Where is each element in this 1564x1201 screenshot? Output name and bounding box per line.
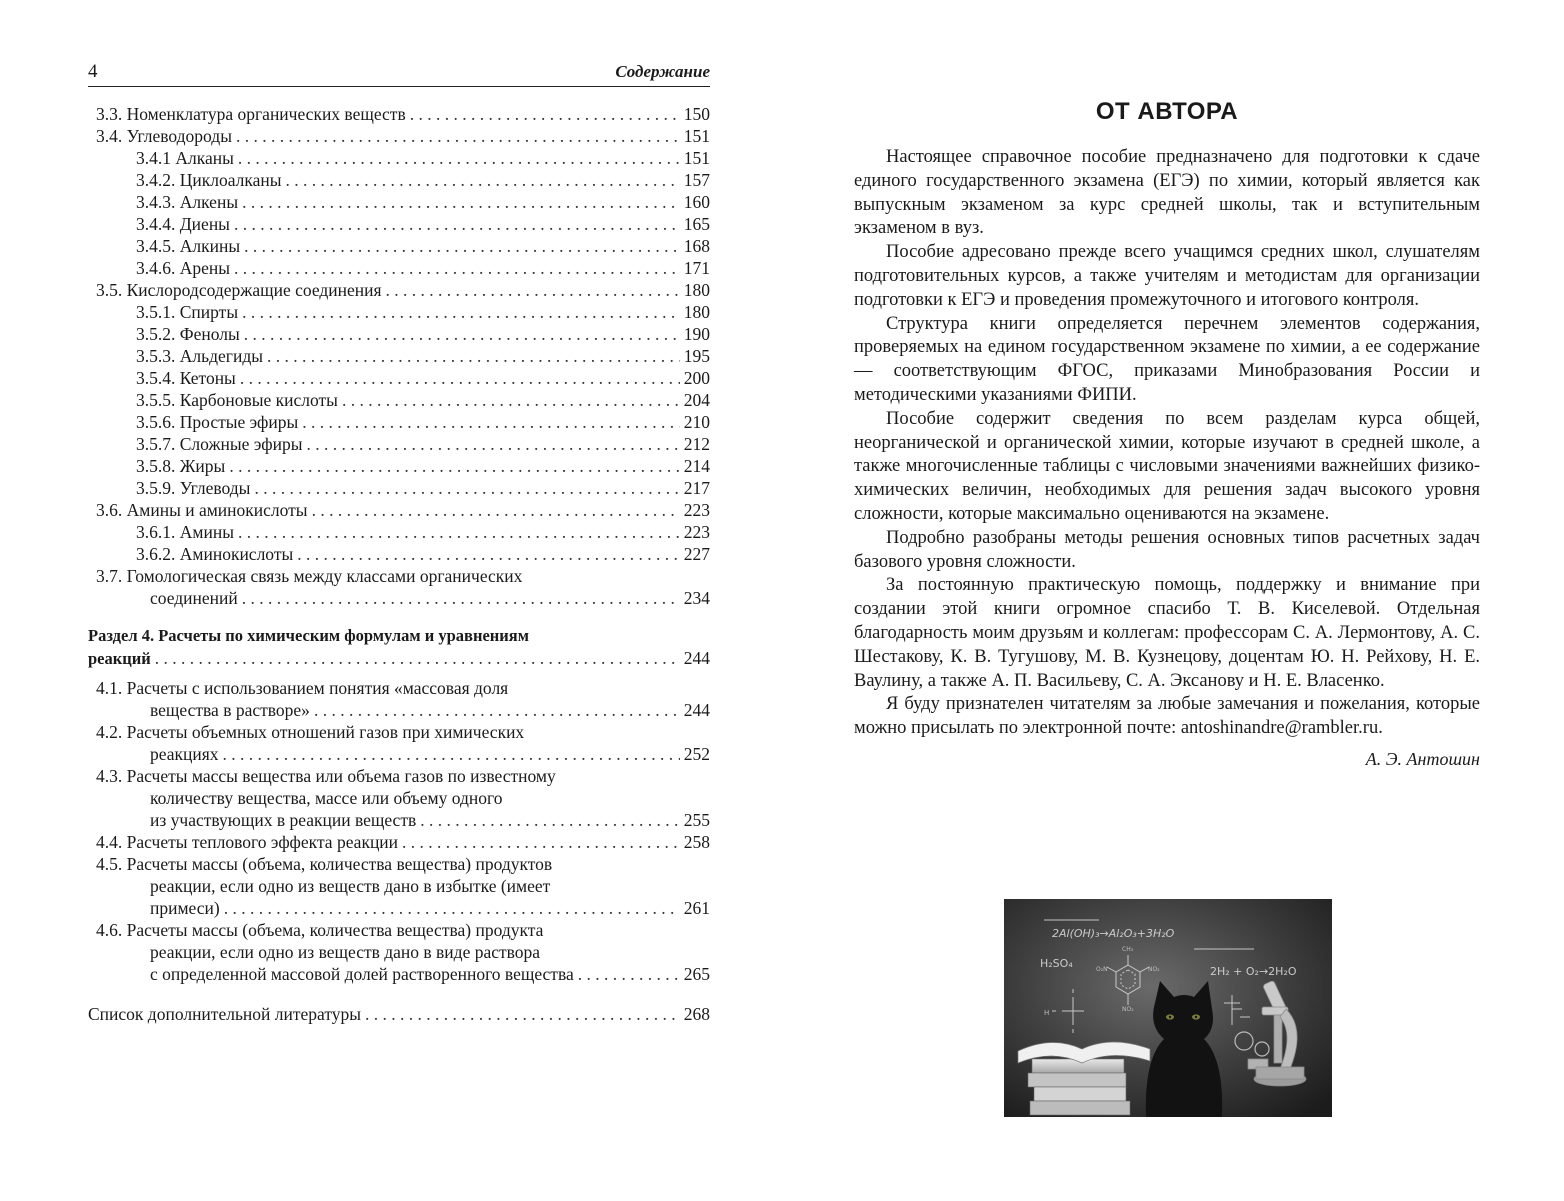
- toc-entry[interactable]: [88, 125, 710, 147]
- toc-entry-label: 3.3. Номенклатура органических веществ: [96, 104, 406, 124]
- toc-entry[interactable]: [88, 301, 710, 323]
- toc-entry-bibliography[interactable]: Список дополнительной литературы . . . 268: [88, 1003, 710, 1025]
- leader-dots: [312, 499, 680, 521]
- toc-entry-page: 157: [683, 170, 710, 190]
- toc-entry-label: 3.5.1. Спирты: [136, 302, 239, 322]
- chalk-formula-top: 2Al(OH)₃→Al₂O₃+3H₂O: [1052, 927, 1175, 940]
- leader-dots: [234, 213, 680, 235]
- toc-entry[interactable]: [88, 213, 710, 235]
- toc-entry[interactable]: [88, 279, 710, 301]
- toc-entry-label: 3.4.2. Циклоалканы: [136, 170, 282, 190]
- toc-entry[interactable]: [88, 345, 710, 367]
- toc-entry-4-2-line1[interactable]: 4.2. Расчеты объемных отношений газов при химических: [96, 722, 525, 742]
- toc-entry[interactable]: [88, 367, 710, 389]
- toc-entry-page: 160: [683, 192, 710, 212]
- toc-entry-4-1[interactable]: вещества в растворе» . . . 244: [88, 699, 710, 721]
- preface-paragraph: Подробно разобраны методы решения основных типов расчетных задач базового уровня сложности.: [854, 527, 1480, 572]
- leader-dots: [410, 103, 680, 125]
- preface-paragraph: Я буду признателен читателям за любые замечания и пожелания, которые можно присылать по электронной почте: antoshinandre@rambler.ru.: [854, 694, 1480, 739]
- toc-entry-page: 171: [683, 258, 710, 278]
- toc-entry-4-6-line2[interactable]: реакции, если одно из веществ дано в виде раствора: [150, 942, 541, 962]
- preface-paragraph: Пособие содержит сведения по всем разделам курса общей, неорганической и органической химии, которые изучают в средней школе, а также многочисленные таблицы с числовыми значениями важнейших физико-химических величин, необходимых для решения задач высокого уровня сложности, которые максимально оцениваются на экзамене.: [854, 408, 1480, 524]
- toc-entry-4-5-line2[interactable]: реакции, если одно из веществ дано в избытке (имеет: [150, 876, 551, 896]
- toc-entry[interactable]: [88, 257, 710, 279]
- leader-dots: [402, 831, 680, 853]
- toc-entry[interactable]: [88, 147, 710, 169]
- right-page: [854, 98, 1480, 770]
- toc-entry-label: 3.4. Углеводороды: [96, 126, 232, 146]
- toc-entry-page: 151: [683, 126, 710, 146]
- toc-entry-page: 190: [683, 324, 710, 344]
- toc-entry-label: 3.5.5. Карбоновые кислоты: [136, 390, 338, 410]
- leader-dots: [240, 367, 680, 389]
- toc-entry[interactable]: [88, 411, 710, 433]
- preface-paragraph: Настоящее справочное пособие предназначено для подготовки к сдаче единого государственного экзамена (ЕГЭ) по химии, который является как выпускным экзаменом за курс средней школы, так и вступительным экзаменом в вуз.: [854, 147, 1480, 239]
- leader-dots: [302, 411, 679, 433]
- leader-dots: [386, 279, 680, 301]
- preface-paragraph: Структура книги определяется перечнем элементов содержания, проверяемых на едином государственном экзамене по химии, а ее содержание — соответствующим ФГОС, приказами Минобразования России и методическими указаниями ФИПИ.: [854, 313, 1480, 405]
- toc-entry-label: 3.5.9. Углеводы: [136, 478, 251, 498]
- toc-entry-page: 195: [683, 346, 710, 366]
- black-cat: [1146, 981, 1222, 1117]
- toc-entry-page: 180: [683, 302, 710, 322]
- toc-entry-page: 180: [683, 280, 710, 300]
- toc-entry-label: 3.5.4. Кетоны: [136, 368, 236, 388]
- author-signature: А. Э. Антошин: [1365, 748, 1480, 769]
- toc-entry-label: 3.4.4. Диены: [136, 214, 230, 234]
- page-number: 4: [88, 61, 98, 82]
- toc-entry-page: 217: [683, 478, 710, 498]
- toc-entry-page: 150: [683, 104, 710, 124]
- toc-entry-4-6[interactable]: с определенной массовой долей растворенного вещества . . . 265: [88, 963, 710, 985]
- leader-dots: [224, 897, 680, 919]
- toc-entry[interactable]: [88, 103, 710, 125]
- chalk-label-ch3: CH₃: [1122, 946, 1134, 953]
- toc-entry-page: 210: [683, 412, 710, 432]
- leader-dots: [236, 125, 680, 147]
- leader-dots: [229, 455, 679, 477]
- leader-dots: [242, 191, 680, 213]
- toc-entry-label: 3.5.2. Фенолы: [136, 324, 240, 344]
- leader-dots: [420, 809, 680, 831]
- toc-entry-page: 168: [683, 236, 710, 256]
- toc-entry-page: 151: [683, 148, 710, 168]
- leader-dots: [155, 647, 680, 669]
- toc-entry-label: 3.6. Амины и аминокислоты: [96, 500, 308, 520]
- toc-entry[interactable]: [88, 323, 710, 345]
- toc-entry-3-7[interactable]: соединений . . . 234: [88, 587, 710, 609]
- leader-dots: [223, 743, 680, 765]
- toc-entry[interactable]: [88, 389, 710, 411]
- leader-dots: [242, 587, 680, 609]
- leader-dots: [297, 543, 680, 565]
- leader-dots: [342, 389, 680, 411]
- leader-dots: [238, 147, 680, 169]
- toc-entry-4-3-line2[interactable]: количеству вещества, массе или объему одного: [150, 788, 503, 808]
- leader-dots: [286, 169, 680, 191]
- toc-entry-page: 165: [683, 214, 710, 234]
- toc-entry-label: 3.6.1. Амины: [136, 522, 234, 542]
- leader-dots: [242, 301, 680, 323]
- preface-body: [854, 146, 1480, 741]
- toc-entry-page: 212: [683, 434, 710, 454]
- chalk-formula-left: H₂SO₄: [1040, 957, 1073, 970]
- leader-dots: [244, 323, 680, 345]
- toc-entry-label: 3.4.1 Алканы: [136, 148, 234, 168]
- leader-dots: [578, 963, 680, 985]
- cat-chalkboard-photo: [1004, 899, 1332, 1117]
- toc-entry[interactable]: [88, 521, 710, 543]
- preface-paragraph: За постоянную практическую помощь, поддержку и внимание при создании этой книги огромное спасибо Т. В. Киселевой. Отдельная благодарность моим друзьям и коллегам: профессорам С. А. Лермонтову, А. С. Шестакову, К. В. Тугушову, М. В. Кузнецову, доцентам Ю. Н. Рейхову, Н. Е. Ваулину, а также А. П. Васильеву, С. А. Эксанову и Н. Е. Власенко.: [854, 575, 1480, 691]
- toc-entry[interactable]: [88, 191, 710, 213]
- toc-entry-page: 204: [683, 390, 710, 410]
- preface-paragraph: Пособие адресовано прежде всего учащимся средних школ, слушателям подготовительных курсов, а также учителям и методистам для организации подготовки к ЕГЭ и проведения промежуточного и итогового контроля.: [854, 242, 1480, 310]
- toc-entry[interactable]: [88, 499, 710, 521]
- toc-entry-label: 3.4.6. Арены: [136, 258, 231, 278]
- toc-entry-page: 214: [683, 456, 710, 476]
- toc-entry[interactable]: [88, 477, 710, 499]
- toc-entry-page: 223: [683, 522, 710, 542]
- toc-entry-label: 3.6.2. Аминокислоты: [136, 544, 294, 564]
- toc-entry-4-2[interactable]: реакциях . . . 252: [88, 743, 710, 765]
- leader-dots: [267, 345, 680, 367]
- toc-entry-label: 3.5.7. Сложные эфиры: [136, 434, 303, 454]
- preface-heading: ОТ АВТОРА: [1095, 98, 1239, 125]
- toc-entry-page: 200: [683, 368, 710, 388]
- toc-entry[interactable]: [88, 433, 710, 455]
- toc-entry[interactable]: [88, 169, 710, 191]
- toc-entry-4-5-line1[interactable]: 4.5. Расчеты массы (объема, количества вещества) продуктов: [96, 854, 553, 874]
- toc-entry-page: 227: [683, 544, 710, 564]
- toc-entry-label: 3.5.3. Альдегиды: [136, 346, 263, 366]
- toc-entry-4-3[interactable]: из участвующих в реакции веществ . . . 255: [88, 809, 710, 831]
- chalk-label-no2-bottom: NO₂: [1122, 1006, 1134, 1013]
- chalk-label-o2n: O₂N: [1096, 966, 1108, 973]
- toc-entry-4-6-line1[interactable]: 4.6. Расчеты массы (объема, количества вещества) продукта: [96, 920, 544, 940]
- leader-dots: [238, 521, 680, 543]
- leader-dots: [365, 1003, 680, 1025]
- leader-dots: [234, 257, 680, 279]
- leader-dots: [306, 433, 679, 455]
- leader-dots: [244, 235, 680, 257]
- toc-entries-chapter3: [88, 103, 710, 565]
- toc-entry-page: 223: [683, 500, 710, 520]
- section-4-heading-line1[interactable]: Раздел 4. Расчеты по химическим формулам и уравнениям: [88, 626, 529, 645]
- toc-entry[interactable]: [88, 235, 710, 257]
- toc-entry-label: 3.5. Кислородсодержащие соединения: [96, 280, 382, 300]
- leader-dots: [314, 699, 680, 721]
- toc-entry-label: 3.4.3. Алкены: [136, 192, 239, 212]
- table-of-contents: [88, 103, 710, 1025]
- chalk-formula-right: 2H₂ + O₂→2H₂O: [1210, 965, 1297, 978]
- toc-entry[interactable]: [88, 543, 710, 565]
- toc-entry-4-3-line1[interactable]: 4.3. Расчеты массы вещества или объема газов по известному: [96, 766, 556, 786]
- toc-entry-4-5[interactable]: примеси) . . . 261: [88, 897, 710, 919]
- running-header: [88, 58, 710, 87]
- leader-dots: [254, 477, 679, 499]
- toc-entry-label: 3.5.6. Простые эфиры: [136, 412, 299, 432]
- chalk-label-h: H: [1044, 1009, 1050, 1017]
- toc-entry-4-1-line1[interactable]: 4.1. Расчеты с использованием понятия «массовая доля: [96, 678, 509, 698]
- toc-entry-4-4[interactable]: 4.4. Расчеты теплового эффекта реакции . . . 258: [88, 831, 710, 853]
- left-page: [88, 58, 710, 1025]
- toc-entry-label: 3.5.8. Жиры: [136, 456, 226, 476]
- chalk-label-no2: NO₂: [1148, 966, 1160, 973]
- section-4-heading[interactable]: реакций . . . 244: [88, 647, 710, 669]
- toc-entry-label: 3.4.5. Алкины: [136, 236, 241, 256]
- toc-entry[interactable]: [88, 455, 710, 477]
- running-title: Содержание: [615, 62, 710, 81]
- toc-entry-3-7-line1[interactable]: 3.7. Гомологическая связь между классами органических: [96, 566, 523, 586]
